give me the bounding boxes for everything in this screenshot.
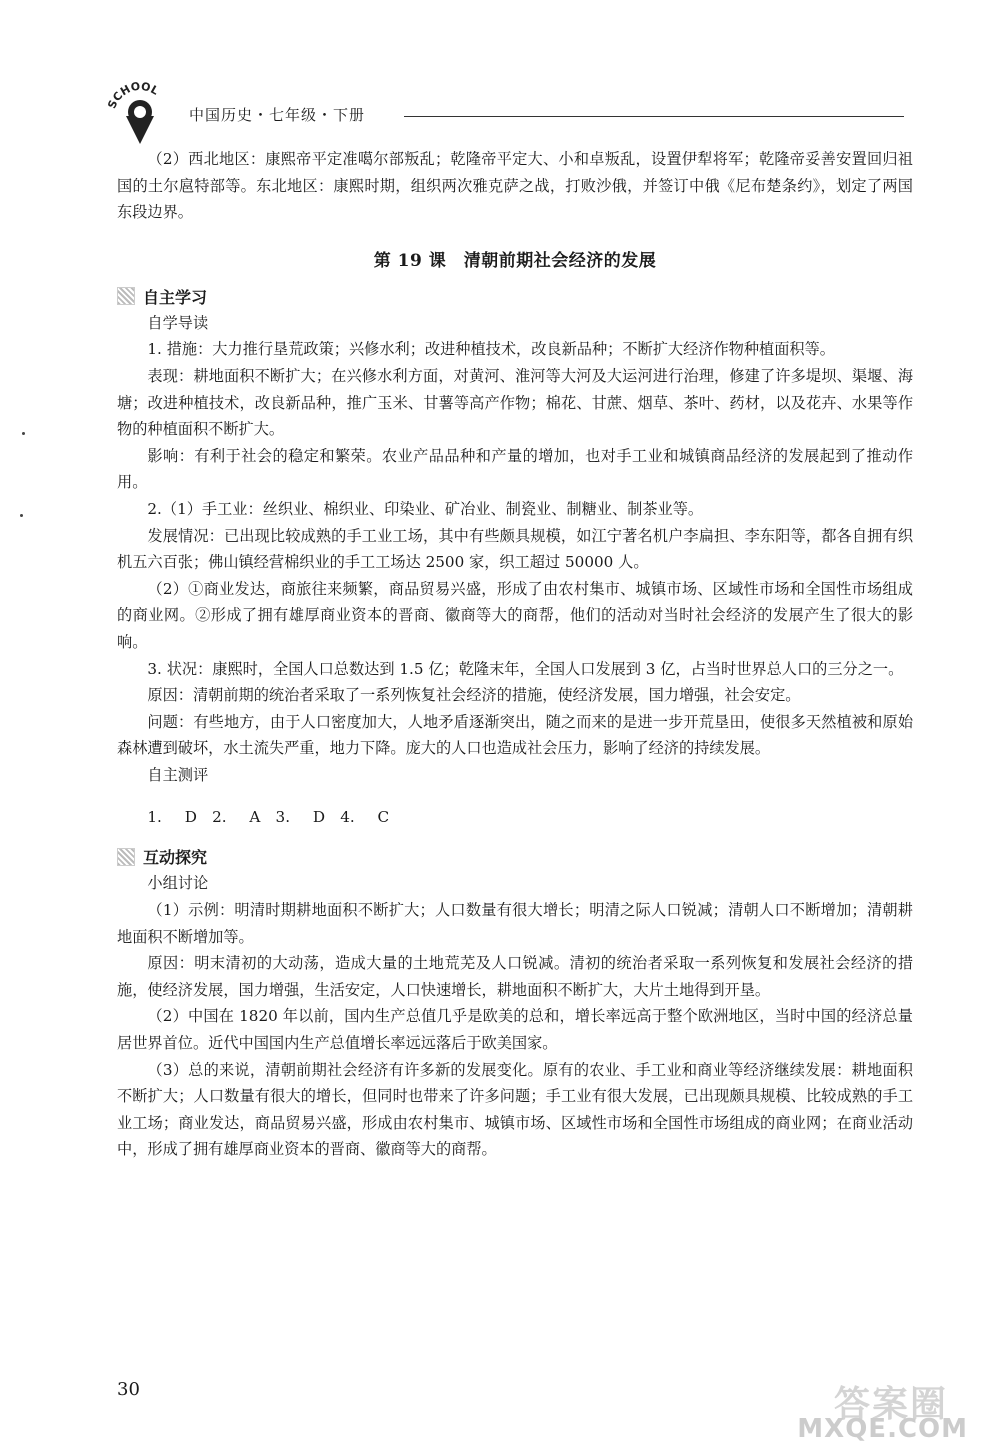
section-icon (117, 287, 135, 305)
paragraph: （1）示例：明清时期耕地面积不断扩大；人口数量有很大增长；明清之际人口锐减；清朝人口不断增加；清朝耕地面积不断增加等。 (117, 901, 913, 946)
paragraph: （2）中国在 1820 年以前，国内生产总值几乎是欧美的总和，增长率远高于整个欧洲地区，当时中国的经济总量居世界首位。近代中国国内生产总值增长率远远落后于欧美国家。 (117, 1007, 913, 1052)
watermark-url: MXQE.COM (797, 1414, 968, 1444)
paragraph: 2.（1）手工业：丝织业、棉织业、印染业、矿冶业、制瓷业、制糖业、制茶业等。 (147, 499, 704, 518)
school-logo-icon (104, 82, 176, 148)
subheading-guide: 自学导读 (147, 313, 209, 332)
page-header (104, 82, 904, 152)
book-title: 中国历史・七年级・下册 (189, 106, 366, 124)
margin-dot (20, 514, 23, 517)
paragraph: （2）①商业发达，商旅往来频繁，商品贸易兴盛，形成了由农村集市、城镇市场、区域性市场和全国性市场组成的商业网。②形成了拥有雄厚商业资本的晋商、徽商等大的商帮，他们的活动对当时社会经济的发展产生了很大的影响。 (117, 579, 913, 651)
paragraph: 1. 措施：大力推行垦荒政策；兴修水利；改进种植技术，改良新品种；不断扩大经济作物种植面积等。 (147, 340, 835, 359)
subheading-self-test: 自主测评 (147, 765, 209, 784)
lesson-title: 第 19 课 清朝前期社会经济的发展 (373, 250, 657, 271)
page-body (117, 146, 913, 1163)
paragraph: （3）总的来说，清朝前期社会经济有许多新的发展变化。原有的农业、手工业和商业等经济继续发展：耕地面积不断扩大；人口数量有很大的增长，但同时也带来了许多问题；手工业有很大发展，已出现颇具规模、比较成熟的手工业工场；商业发达，商品贸易兴盛，形成由农村集市、城镇市场、区域性市场和全国性市场组成的商业网；在商业活动中，形成了拥有雄厚商业资本的晋商、徽商等大的商帮。 (117, 1060, 913, 1159)
answer-key: 1. D 2. A 3. D 4. C (147, 807, 390, 826)
paragraph: 发展情况：已出现比较成熟的手工业工场，其中有些颇具规模，如江宁著名机户李扁担、李东阳等，都各自拥有织机五六百张；佛山镇经营棉织业的手工工场达 2500 家，织工超过 50000 人。 (117, 526, 913, 572)
paragraph: 3. 状况：康熙时，全国人口总数达到 1.5 亿；乾隆末年，全国人口发展到 3 亿，占当时世界总人口的三分之一。 (147, 659, 904, 678)
page-number: 30 (117, 1379, 140, 1400)
svg-text:SCHOOL: SCHOOL (105, 82, 161, 111)
watermark (788, 1376, 968, 1446)
section-icon (117, 848, 135, 866)
paragraph: 问题：有些地方，由于人口密度加大，人地矛盾逐渐突出，随之而来的是进一步开荒垦田，使很多天然植被和原始森林遭到破坏，水土流失严重，地力下降。庞大的人口也造成社会压力，影响了经济的持续发展。 (117, 712, 913, 758)
header-rule (404, 116, 904, 117)
subheading-group-discussion: 小组讨论 (147, 874, 209, 893)
intro-paragraph: （2）西北地区：康熙帝平定准噶尔部叛乱；乾隆帝平定大、小和卓叛乱，设置伊犁将军；乾隆帝妥善安置回归祖国的土尔扈特部等。东北地区：康熙时期，组织两次雅克萨之战，打败沙俄，并签订中俄《尼布楚条约》，划定了两国东段边界。 (117, 150, 913, 222)
paragraph: 影响：有利于社会的稳定和繁荣。农业产品品种和产量的增加，也对手工业和城镇商品经济的发展起到了推动作用。 (117, 446, 913, 492)
margin-dot (22, 432, 25, 435)
section-heading-self-study: 自主学习 (117, 285, 913, 308)
paragraph: 原因：明末清初的大动荡，造成大量的土地荒芜及人口锐减。清初的统治者采取一系列恢复和发展社会经济的措施，使经济发展，国力增强，生活安定，人口快速增长，耕地面积不断扩大，大片土地得到开垦。 (117, 954, 913, 999)
paragraph: 表现：耕地面积不断扩大；在兴修水利方面，对黄河、淮河等大河及大运河进行治理，修建了许多堤坝、渠堰、海塘；改进种植技术，改良新品种，推广玉米、甘薯等高产作物；棉花、甘蔗、烟草、茶叶、药材，以及花卉、水果等作物的种植面积不断扩大。 (117, 366, 913, 439)
paragraph: 原因：清朝前期的统治者采取了一系列恢复社会经济的措施，使经济发展，国力增强，社会安定。 (147, 686, 801, 705)
watermark-text: 答案圈 (833, 1384, 948, 1425)
section-heading-interactive: 互动探究 (117, 845, 913, 868)
